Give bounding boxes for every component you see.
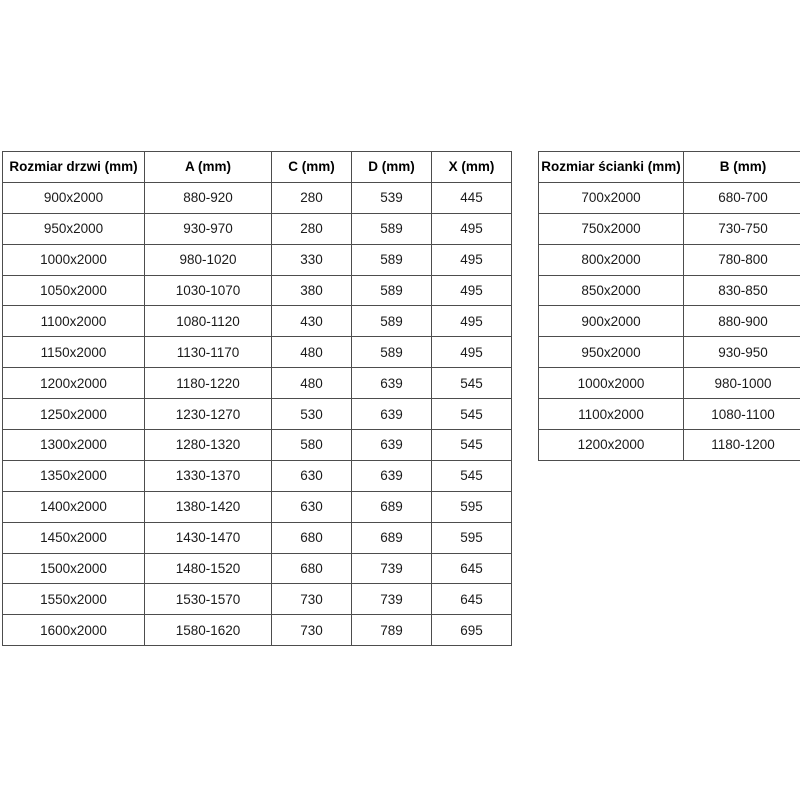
table-cell: 880-900	[684, 306, 800, 337]
table-row	[3, 584, 512, 615]
table-cell: 1480-1520	[145, 553, 272, 584]
table-cell: 630	[272, 491, 352, 522]
table-row	[3, 368, 512, 399]
table-cell: 1050x2000	[3, 275, 145, 306]
table-row	[539, 430, 800, 461]
table-cell: 495	[432, 244, 512, 275]
table-cell: 1500x2000	[3, 553, 145, 584]
table-cell: 639	[352, 460, 432, 491]
table-cell: 545	[432, 399, 512, 430]
table-cell: 1400x2000	[3, 491, 145, 522]
table-cell: 1030-1070	[145, 275, 272, 306]
table-cell: 480	[272, 368, 352, 399]
table-cell: 589	[352, 275, 432, 306]
table-cell: 1000x2000	[539, 368, 684, 399]
table-row	[3, 460, 512, 491]
table-cell: 430	[272, 306, 352, 337]
table-cell: 689	[352, 522, 432, 553]
table-cell: 545	[432, 430, 512, 461]
table-cell: 530	[272, 399, 352, 430]
header-cell: X (mm)	[432, 152, 512, 183]
table-cell: 580	[272, 430, 352, 461]
table-cell: 330	[272, 244, 352, 275]
table-cell: 1530-1570	[145, 584, 272, 615]
table-row	[3, 275, 512, 306]
table-cell: 750x2000	[539, 213, 684, 244]
table-cell: 789	[352, 615, 432, 646]
table-cell: 1000x2000	[3, 244, 145, 275]
table-cell: 900x2000	[3, 182, 145, 213]
door-sizes-table	[2, 151, 512, 646]
header-row	[539, 152, 800, 183]
table-cell: 680	[272, 553, 352, 584]
table-cell: 730-750	[684, 213, 800, 244]
table-cell: 539	[352, 182, 432, 213]
table-cell: 800x2000	[539, 244, 684, 275]
table-cell: 1150x2000	[3, 337, 145, 368]
table-row	[539, 337, 800, 368]
table-row	[539, 182, 800, 213]
header-cell: B (mm)	[684, 152, 800, 183]
table-cell: 480	[272, 337, 352, 368]
table-cell: 1080-1100	[684, 399, 800, 430]
table-cell: 1250x2000	[3, 399, 145, 430]
table-cell: 1130-1170	[145, 337, 272, 368]
table-row	[3, 182, 512, 213]
table-cell: 1200x2000	[539, 430, 684, 461]
table-row	[3, 337, 512, 368]
header-cell: Rozmiar ścianki (mm)	[539, 152, 684, 183]
table-row	[3, 213, 512, 244]
table-row	[3, 522, 512, 553]
table-cell: 739	[352, 584, 432, 615]
table-cell: 1200x2000	[3, 368, 145, 399]
table-row	[539, 244, 800, 275]
table-cell: 1330-1370	[145, 460, 272, 491]
table-row	[539, 275, 800, 306]
table-cell: 589	[352, 337, 432, 368]
table-row	[3, 399, 512, 430]
table-row	[539, 306, 800, 337]
table-row	[539, 368, 800, 399]
table-cell: 280	[272, 182, 352, 213]
table-cell: 950x2000	[539, 337, 684, 368]
table-row	[539, 399, 800, 430]
table-cell: 689	[352, 491, 432, 522]
table-cell: 730	[272, 584, 352, 615]
table-cell: 545	[432, 460, 512, 491]
table-cell: 645	[432, 553, 512, 584]
table-cell: 1300x2000	[3, 430, 145, 461]
table-row	[3, 244, 512, 275]
table-cell: 595	[432, 491, 512, 522]
table-cell: 1280-1320	[145, 430, 272, 461]
table-cell: 1100x2000	[539, 399, 684, 430]
table-cell: 280	[272, 213, 352, 244]
table-cell: 830-850	[684, 275, 800, 306]
header-cell: A (mm)	[145, 152, 272, 183]
table-cell: 780-800	[684, 244, 800, 275]
table-cell: 1180-1200	[684, 430, 800, 461]
table-row	[3, 553, 512, 584]
table-cell: 980-1000	[684, 368, 800, 399]
table-row	[3, 306, 512, 337]
table-cell: 639	[352, 368, 432, 399]
table-cell: 1600x2000	[3, 615, 145, 646]
table-cell: 1550x2000	[3, 584, 145, 615]
table-cell: 495	[432, 337, 512, 368]
table-cell: 589	[352, 306, 432, 337]
table-cell: 1100x2000	[3, 306, 145, 337]
table-cell: 639	[352, 399, 432, 430]
header-cell: D (mm)	[352, 152, 432, 183]
table-cell: 545	[432, 368, 512, 399]
table-cell: 900x2000	[539, 306, 684, 337]
table-cell: 930-970	[145, 213, 272, 244]
table-cell: 495	[432, 306, 512, 337]
table-row	[539, 213, 800, 244]
table-row	[3, 491, 512, 522]
table-cell: 739	[352, 553, 432, 584]
table-cell: 1580-1620	[145, 615, 272, 646]
table-cell: 730	[272, 615, 352, 646]
table-cell: 680-700	[684, 182, 800, 213]
table-cell: 495	[432, 275, 512, 306]
table-cell: 595	[432, 522, 512, 553]
table-cell: 695	[432, 615, 512, 646]
header-cell: Rozmiar drzwi (mm)	[3, 152, 145, 183]
table-cell: 680	[272, 522, 352, 553]
table-cell: 850x2000	[539, 275, 684, 306]
table-cell: 589	[352, 213, 432, 244]
table-cell: 639	[352, 430, 432, 461]
table-cell: 445	[432, 182, 512, 213]
table-cell: 1450x2000	[3, 522, 145, 553]
wall-panel-sizes-table	[538, 151, 800, 461]
table-row	[3, 615, 512, 646]
table-cell: 980-1020	[145, 244, 272, 275]
header-cell: C (mm)	[272, 152, 352, 183]
table-cell: 1180-1220	[145, 368, 272, 399]
table-row	[3, 430, 512, 461]
table-cell: 630	[272, 460, 352, 491]
table-cell: 589	[352, 244, 432, 275]
table-cell: 1230-1270	[145, 399, 272, 430]
table-cell: 1080-1120	[145, 306, 272, 337]
table-cell: 1380-1420	[145, 491, 272, 522]
table-cell: 645	[432, 584, 512, 615]
table-cell: 380	[272, 275, 352, 306]
header-row	[3, 152, 512, 183]
table-cell: 700x2000	[539, 182, 684, 213]
table-cell: 1430-1470	[145, 522, 272, 553]
table-cell: 930-950	[684, 337, 800, 368]
table-cell: 950x2000	[3, 213, 145, 244]
table-cell: 1350x2000	[3, 460, 145, 491]
table-cell: 495	[432, 213, 512, 244]
table-cell: 880-920	[145, 182, 272, 213]
